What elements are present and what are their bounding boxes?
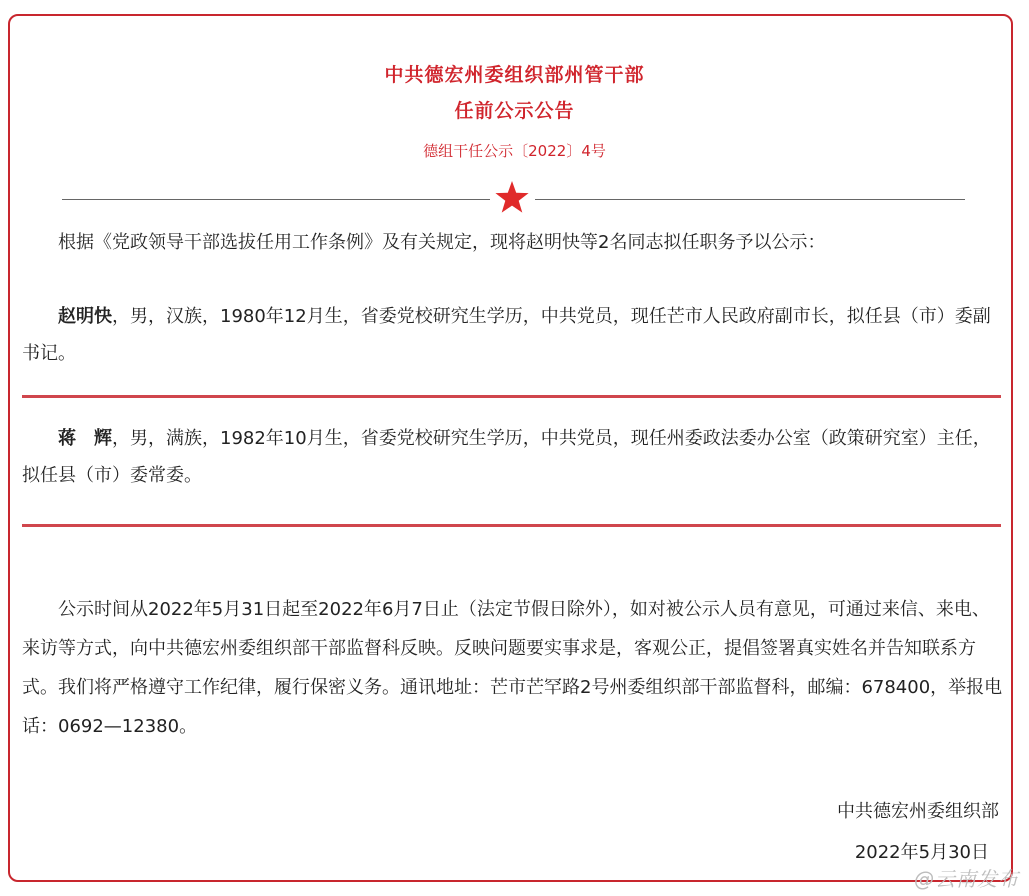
watermark: @云南发布 (914, 867, 1019, 891)
intro-text: 根据《党政领导干部选拔任用工作条例》及有关规定，现将赵明快等2名同志拟任职务予以公示： (58, 232, 826, 253)
notice-text: 公示时间从2022年5月31日起至2022年6月7日止（法定节假日除外），如对被公示人员有意见，可通过来信、来电、来访等方式，向中共德宏州委组织部干部监督科反映。反映问题要实事求是，客观公正，提倡签署真实姓名并告知联系方式。我们将严格遵守工作纪律，履行保密义务。通讯地址：芒市芒罕路2号州委组织部干部监督科，邮编：678400，举报电话：0692—12380。 (22, 599, 1003, 737)
signature-organization: 中共德宏州委组织部 (837, 801, 999, 822)
person-details-2: ，男，满族，1982年10月生，省委党校研究生学历，中共党员，现任州委政法委办公室（政策研究室）主任，拟任县（市）委常委。 (22, 428, 991, 486)
person-details-1: ，男，汉族，1980年12月生，省委党校研究生学历，中共党员，现任芒市人民政府副市长，拟任县（市）委副书记。 (22, 306, 991, 364)
star-icon (494, 180, 530, 216)
divider-right (535, 199, 965, 200)
document-number: 德组干任公示〔2022〕4号 (423, 142, 606, 160)
signature-date: 2022年5月30日 (854, 842, 989, 863)
divider-left (62, 199, 490, 200)
intro-paragraph (22, 224, 1007, 261)
title-line-2: 任前公示公告 (454, 100, 575, 122)
person-name-1: 赵明快 (58, 306, 112, 327)
notice-paragraph (22, 590, 1007, 746)
person-paragraph-1 (22, 298, 1007, 372)
separator-rule-1 (22, 395, 1001, 398)
person-name-2: 蒋 辉 (58, 428, 112, 449)
person-paragraph-2 (22, 420, 1007, 494)
separator-rule-2 (22, 524, 1001, 527)
title-line-1: 中共德宏州委组织部州管干部 (384, 64, 645, 86)
